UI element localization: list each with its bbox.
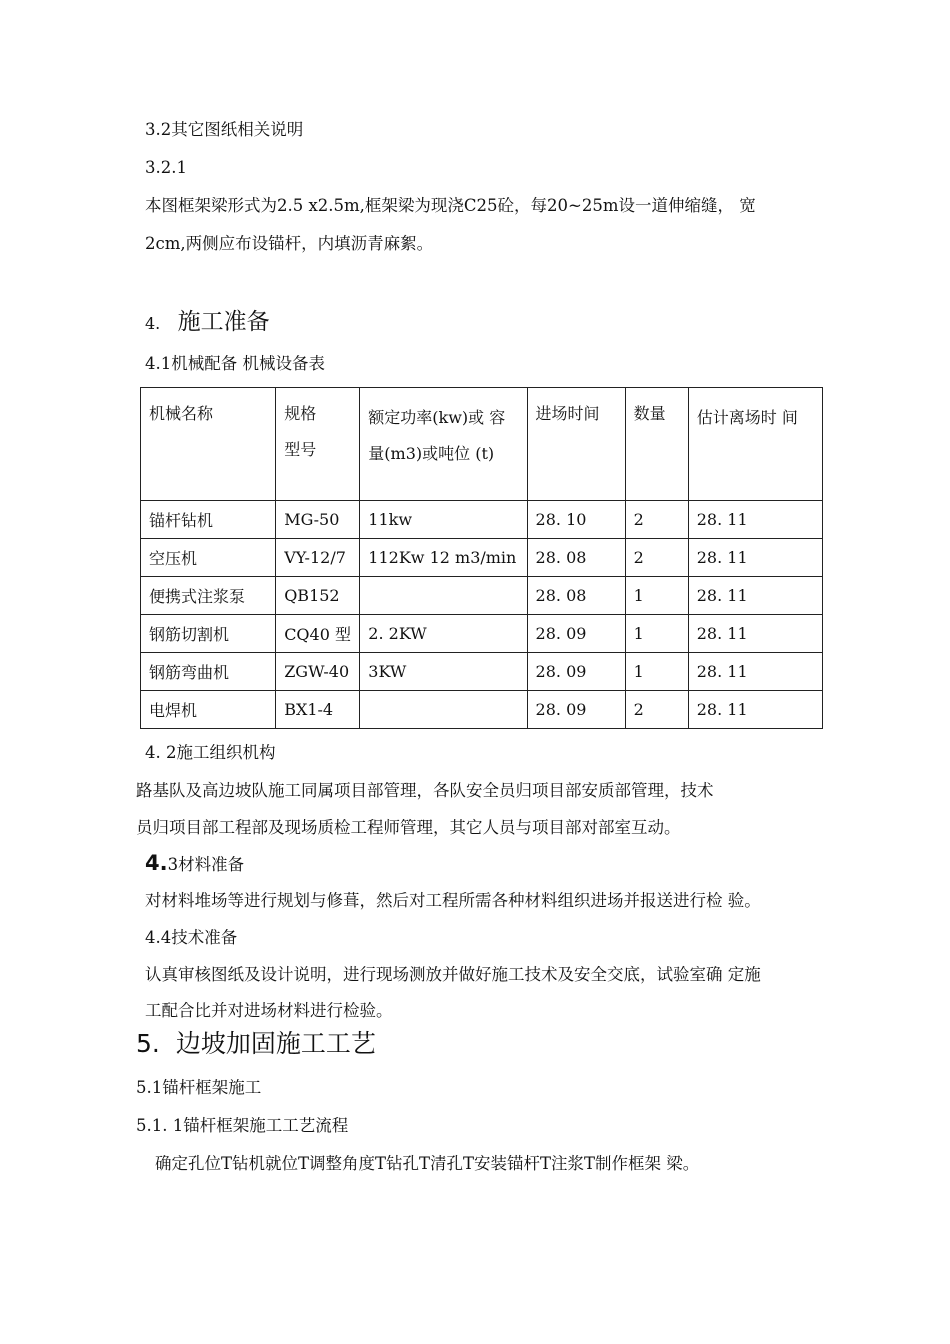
cell-qty: 2	[625, 539, 688, 577]
header-enter-time: 进场时间	[527, 388, 625, 501]
table-row	[141, 501, 823, 539]
cell-qty: 1	[625, 653, 688, 691]
cell-leave: 28. 11	[688, 577, 822, 615]
cell-qty: 1	[625, 615, 688, 653]
cell-power: 2. 2KW	[360, 615, 527, 653]
cell-enter: 28. 09	[527, 653, 625, 691]
cell-enter: 28. 09	[527, 615, 625, 653]
cell-model: BX1-4	[276, 691, 360, 729]
header-model-line1: 规格	[284, 404, 317, 423]
table-row	[141, 577, 823, 615]
cell-enter: 28. 08	[527, 577, 625, 615]
cell-qty: 2	[625, 691, 688, 729]
cell-name: 电焊机	[141, 691, 276, 729]
section-4-heading	[145, 308, 270, 338]
cell-name: 锚杆钻机	[141, 501, 276, 539]
cell-qty: 1	[625, 577, 688, 615]
header-model	[276, 388, 360, 501]
cell-enter: 28. 10	[527, 501, 625, 539]
section-3-2-1-heading: 3.2.1	[145, 158, 187, 177]
header-quantity: 数量	[625, 388, 688, 501]
header-leave-time: 估计离场时 间	[688, 388, 822, 501]
cell-model: VY-12/7	[276, 539, 360, 577]
section-3-2-heading: 3.2其它图纸相关说明	[145, 120, 304, 139]
cell-name: 空压机	[141, 539, 276, 577]
paragraph-4-4-line1: 认真审核图纸及设计说明，进行现场测放并做好施工技术及安全交底，试验室确 定施	[145, 965, 761, 984]
section-4-3-number: 4.	[145, 851, 168, 875]
table-row	[141, 539, 823, 577]
table-row	[141, 691, 823, 729]
section-4-2-heading: 4. 2施工组织机构	[145, 743, 276, 762]
cell-power	[360, 691, 527, 729]
process-flow-text: 确定孔位T钻机就位T调整角度T钻孔T清孔T安装锚杆T注浆T制作框架 梁。	[155, 1154, 700, 1173]
cell-leave: 28. 11	[688, 615, 822, 653]
section-4-3-title: 3材料准备	[167, 855, 245, 874]
section-5-heading	[136, 1029, 376, 1059]
cell-leave: 28. 11	[688, 539, 822, 577]
cell-enter: 28. 09	[527, 691, 625, 729]
cell-name: 便携式注浆泵	[141, 577, 276, 615]
equipment-table	[140, 387, 823, 729]
cell-name: 钢筋切割机	[141, 615, 276, 653]
section-4-title: 施工准备	[177, 309, 270, 335]
paragraph-4-3: 对材料堆场等进行规划与修葺，然后对工程所需各种材料组织进场并报送进行检 验。	[145, 891, 761, 910]
cell-name: 钢筋弯曲机	[141, 653, 276, 691]
paragraph-4-2-line1: 路基队及高边坡队施工同属项目部管理，各队安全员归项目部安质部管理，技术	[136, 781, 714, 800]
section-4-4-heading: 4.4技术准备	[145, 928, 238, 947]
section-4-3-heading	[145, 852, 244, 876]
header-power-line1: 额定功率(kw)或 容	[368, 408, 506, 427]
section-4-1-heading: 4.1机械配备 机械设备表	[145, 354, 325, 373]
table-header-row	[141, 388, 823, 501]
cell-model: MG-50	[276, 501, 360, 539]
section-5-1-1-heading: 5.1. 1锚杆框架施工工艺流程	[136, 1116, 349, 1135]
paragraph-4-2-line2: 员归项目部工程部及现场质检工程师管理，其它人员与项目部对部室互动。	[136, 818, 681, 837]
header-name: 机械名称	[141, 388, 276, 501]
cell-qty: 2	[625, 501, 688, 539]
cell-power: 11kw	[360, 501, 527, 539]
cell-power: 3KW	[360, 653, 527, 691]
cell-leave: 28. 11	[688, 691, 822, 729]
cell-leave: 28. 11	[688, 501, 822, 539]
section-5-1-heading: 5.1锚杆框架施工	[136, 1078, 262, 1097]
cell-model: QB152	[276, 577, 360, 615]
cell-power	[360, 577, 527, 615]
section-5-number: 5.	[136, 1029, 160, 1058]
header-model-line2: 型号	[284, 440, 317, 459]
paragraph-4-4-line2: 工配合比并对进场材料进行检验。	[145, 1001, 393, 1020]
cell-leave: 28. 11	[688, 653, 822, 691]
cell-model: ZGW-40	[276, 653, 360, 691]
paragraph-3-2-1-line1: 本图框架梁形式为2.5 x2.5m,框架梁为现浇C25砼，每20~25m设一道伸缩缝， 宽	[145, 196, 756, 215]
paragraph-3-2-1-line2: 2cm,两侧应布设锚杆，内填沥青麻絮。	[145, 234, 434, 253]
cell-power: 112Kw 12 m3/min	[360, 539, 527, 577]
table-row	[141, 615, 823, 653]
section-5-title: 边坡加固施工工艺	[175, 1029, 376, 1058]
cell-model: CQ40 型	[276, 615, 360, 653]
table-row	[141, 653, 823, 691]
section-4-number: 4.	[145, 314, 161, 333]
header-power	[360, 388, 527, 501]
header-power-line2: 量(m3)或吨位 (t)	[368, 444, 495, 463]
cell-enter: 28. 08	[527, 539, 625, 577]
